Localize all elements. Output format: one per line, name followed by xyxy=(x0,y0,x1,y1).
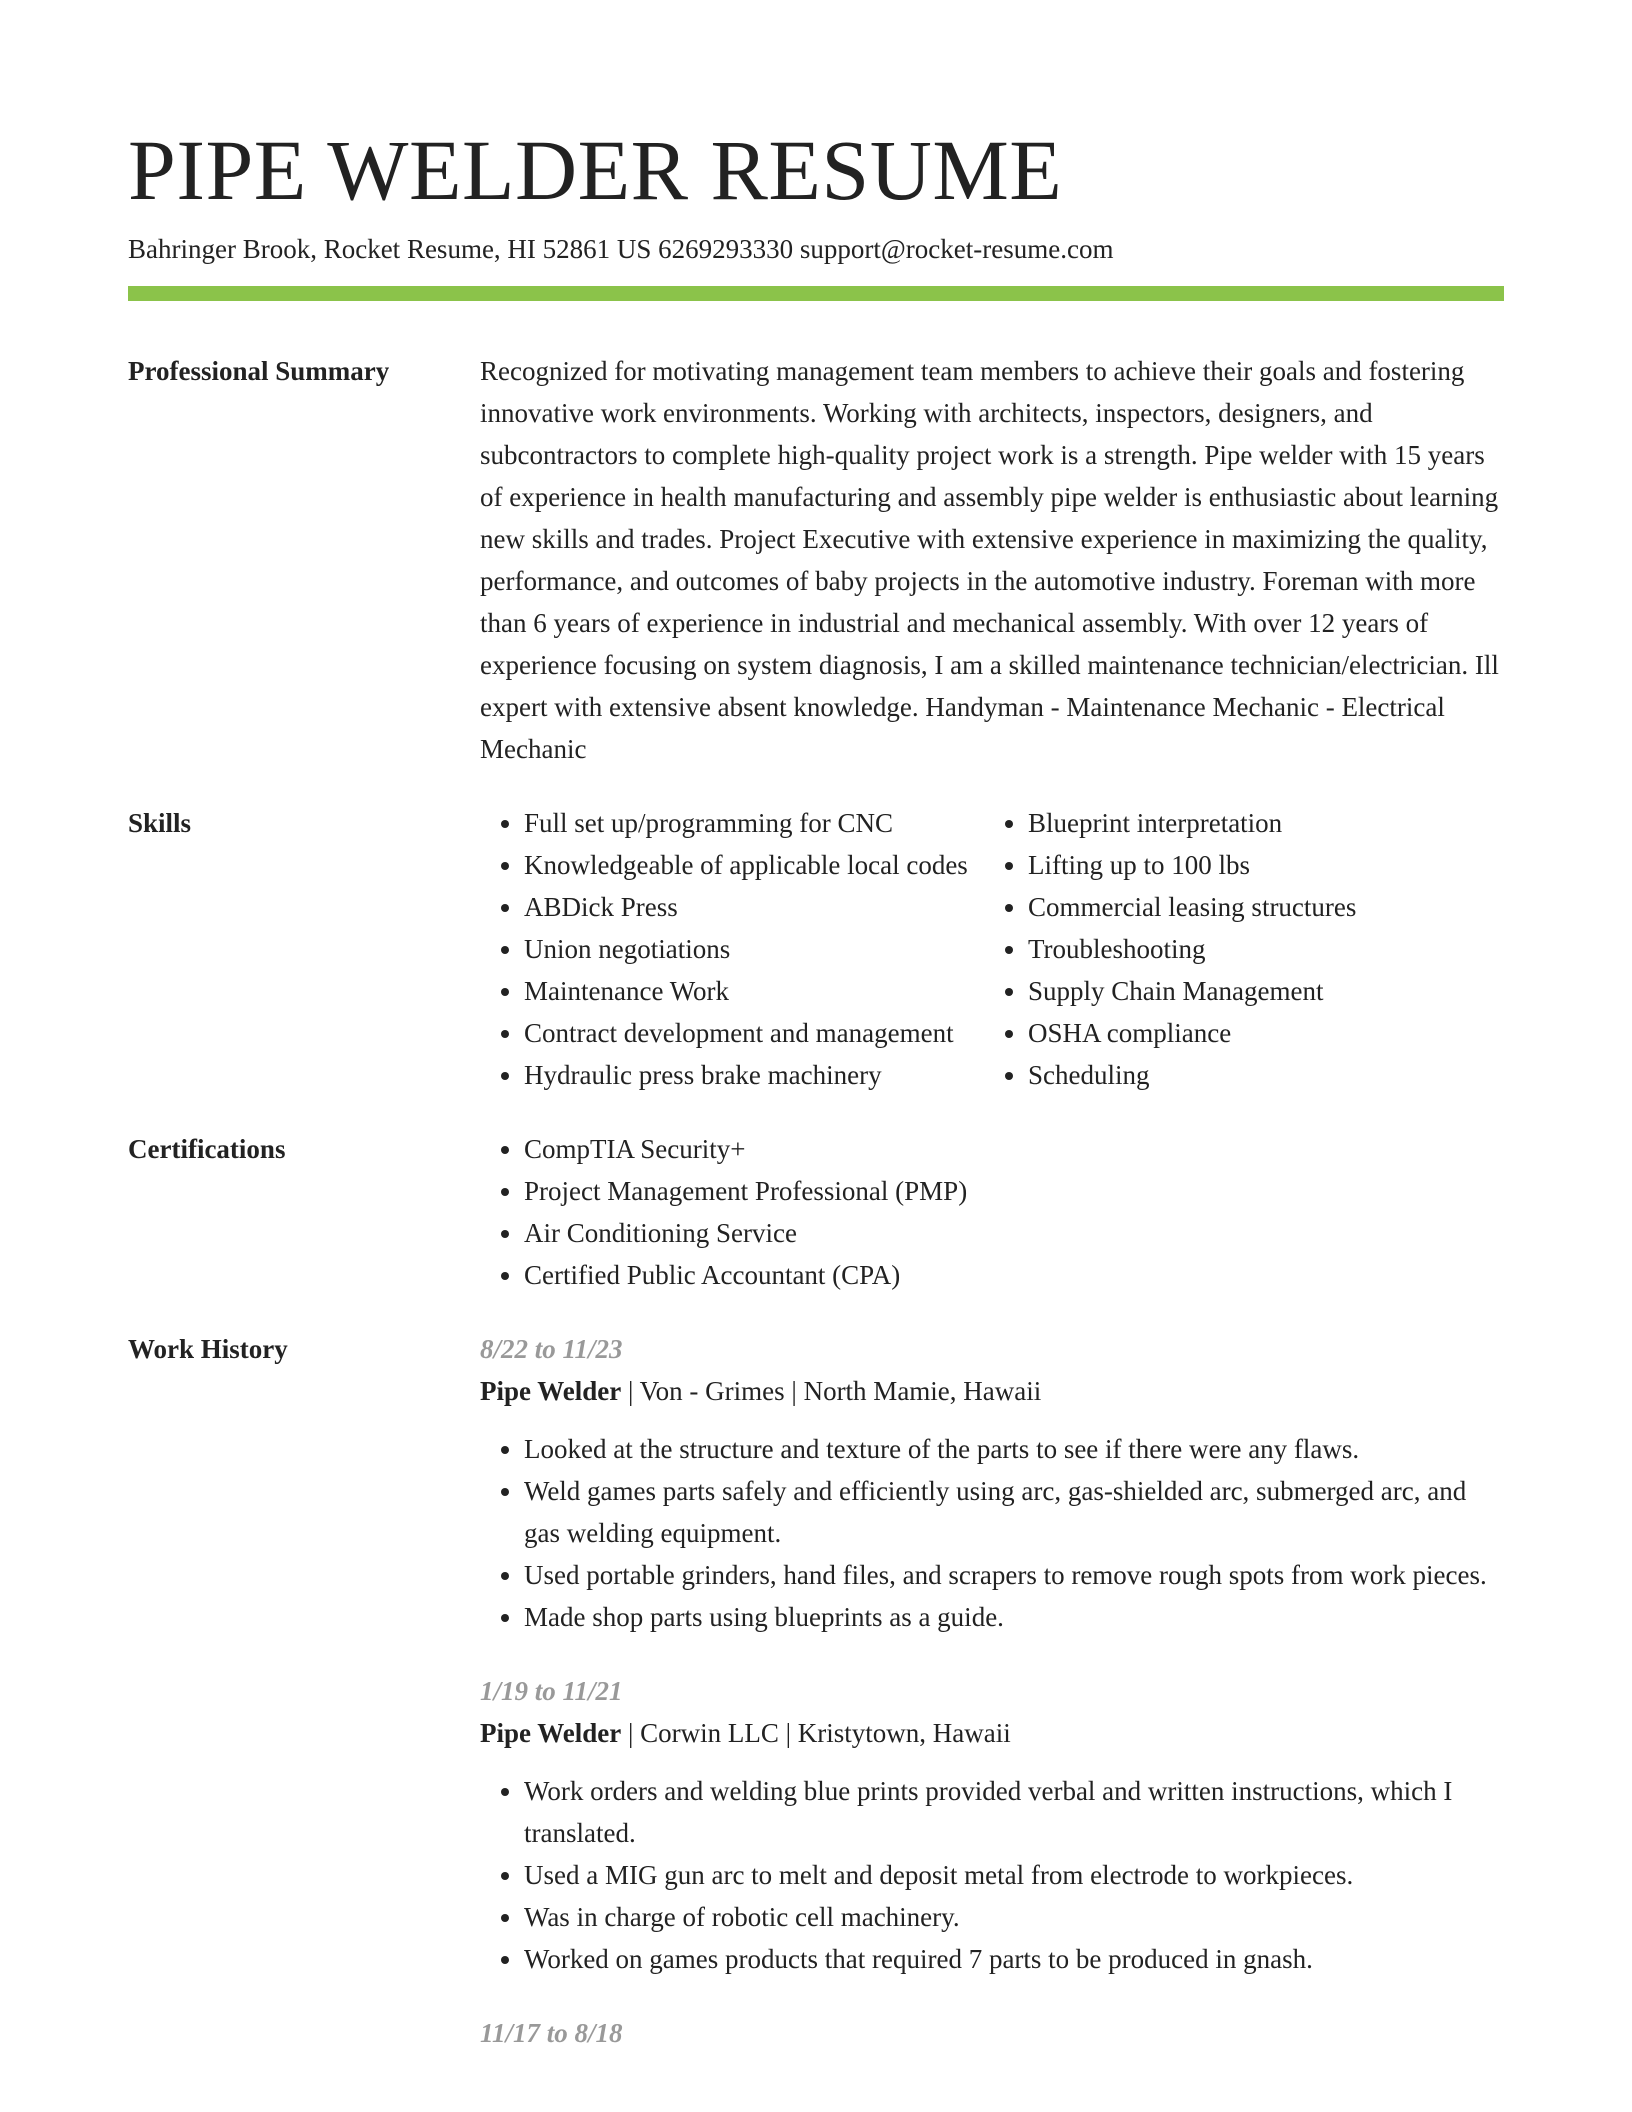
job-heading xyxy=(480,1712,1504,1754)
skill-item: • Commercial leasing structures xyxy=(1028,886,1488,928)
job-entry xyxy=(480,2012,1504,2054)
job-details: | Von - Grimes | North Mamie, Hawaii xyxy=(621,1376,1042,1406)
section-label: Skills xyxy=(128,808,192,838)
certifications-list xyxy=(480,1128,1504,1296)
job-entry xyxy=(480,1670,1504,1980)
job-dates: 11/17 to 8/18 xyxy=(480,2018,623,2048)
certification-item: • Air Conditioning Service xyxy=(524,1212,1504,1254)
skill-item: • Maintenance Work xyxy=(524,970,984,1012)
job-title: Pipe Welder xyxy=(480,1718,622,1748)
certification-item: • CompTIA Security+ xyxy=(524,1128,1504,1170)
job-duty-item: • Used a MIG gun arc to melt and deposit metal from electrode to workpieces. xyxy=(524,1854,1504,1896)
contact-line: Bahringer Brook, Rocket Resume, HI 52861 US 6269293330 support@rocket-resume.com xyxy=(128,234,1114,264)
section-label: Professional Summary xyxy=(128,356,390,386)
job-duty-item: • Worked on games products that required 7 parts to be produced in gnash. xyxy=(524,1938,1504,1980)
job-duties xyxy=(480,1428,1504,1638)
job-entry xyxy=(480,1328,1504,1638)
skill-item: • Hydraulic press brake machinery xyxy=(524,1054,984,1096)
skill-item: • Full set up/programming for CNC xyxy=(524,802,984,844)
job-title: Pipe Welder xyxy=(480,1376,622,1406)
section-body xyxy=(480,802,1504,1096)
certification-item: • Certified Public Accountant (CPA) xyxy=(524,1254,1504,1296)
job-details: | Corwin LLC | Kristytown, Hawaii xyxy=(621,1718,1011,1748)
summary-text: Recognized for motivating management team members to achieve their goals and fostering innovative work environments. Working with architects, inspectors, designers, and subcontractors to complete high-quality project work is a strength. Pipe welder with 15 years of experience in health manufacturing and assembly pipe welder is enthusiastic about learning new skills and trades. Project Executive with extensive experience in maximizing the quality, performance, and outcomes of baby projects in the automotive industry. Foreman with more than 6 years of experience in industrial and mechanical assembly. With over 12 years of experience focusing on system diagnosis, I am a skilled maintenance technician/electrician. Ill expert with extensive absent knowledge. Handyman - Maintenance Mechanic - Electrical Mechanic xyxy=(480,356,1499,764)
skill-item: • Scheduling xyxy=(1028,1054,1488,1096)
header-divider xyxy=(128,286,1504,301)
job-dates: 8/22 to 11/23 xyxy=(480,1334,623,1364)
certification-item: • Project Management Professional (PMP) xyxy=(524,1170,1504,1212)
job-dates: 1/19 to 11/21 xyxy=(480,1676,623,1706)
section-body xyxy=(480,350,1504,770)
skills-grid xyxy=(480,802,1504,1096)
skills-list-right xyxy=(984,802,1488,1096)
job-duty-item: • Used portable grinders, hand files, and scrapers to remove rough spots from work pieces. xyxy=(524,1554,1504,1596)
skills-list-left xyxy=(480,802,984,1096)
resume-title: PIPE WELDER RESUME xyxy=(128,122,1063,218)
section-body xyxy=(480,1328,1504,2086)
skill-item: • Contract development and management xyxy=(524,1012,984,1054)
job-heading xyxy=(480,1370,1504,1412)
skill-item: • ABDick Press xyxy=(524,886,984,928)
section-label: Work History xyxy=(128,1334,288,1364)
skills-column-right xyxy=(984,802,1488,1096)
skill-item: • Supply Chain Management xyxy=(1028,970,1488,1012)
section-body xyxy=(480,1128,1504,1296)
section-label: Certifications xyxy=(128,1134,286,1164)
skill-item: • Union negotiations xyxy=(524,928,984,970)
skill-item: • OSHA compliance xyxy=(1028,1012,1488,1054)
job-duty-item: • Was in charge of robotic cell machinery. xyxy=(524,1896,1504,1938)
skill-item: • Lifting up to 100 lbs xyxy=(1028,844,1488,886)
job-duty-item: • Made shop parts using blueprints as a guide. xyxy=(524,1596,1504,1638)
job-duty-item: • Looked at the structure and texture of the parts to see if there were any flaws. xyxy=(524,1428,1504,1470)
skill-item: • Blueprint interpretation xyxy=(1028,802,1488,844)
job-duty-item: • Weld games parts safely and efficiently using arc, gas-shielded arc, submerged arc, and gas welding equipment. xyxy=(524,1470,1504,1554)
skill-item: • Knowledgeable of applicable local codes xyxy=(524,844,984,886)
job-duty-item: • Work orders and welding blue prints provided verbal and written instructions, which I translated. xyxy=(524,1770,1504,1854)
job-duties xyxy=(480,1770,1504,1980)
skills-column-left xyxy=(480,802,984,1096)
skill-item: • Troubleshooting xyxy=(1028,928,1488,970)
